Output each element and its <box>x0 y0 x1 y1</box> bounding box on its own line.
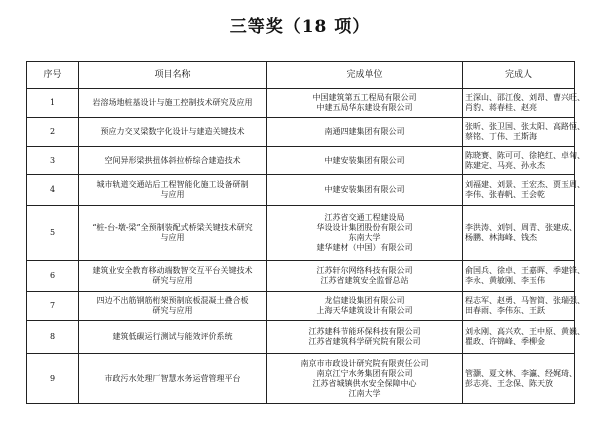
completion-people-line: 蔡铭、丁伟、王斯海 <box>465 132 537 141</box>
header-num: 序号 <box>27 62 79 89</box>
table-body <box>27 89 585 404</box>
completion-people-cell <box>463 118 585 147</box>
completion-unit-cell <box>267 175 463 206</box>
project-name-cell <box>79 89 267 118</box>
completion-people-line: 肖豹、蒋春桂、赵亮 <box>465 103 537 112</box>
row-number: 9 <box>27 354 79 404</box>
completion-people-line: 张昕、张卫国、张太阳、高路恒、 <box>465 122 585 131</box>
completion-unit-line: 南通四建集团有限公司 <box>324 127 405 136</box>
project-name-line: 空间异形梁拱扭体斜拉桥综合建造技术 <box>104 155 241 165</box>
completion-unit-line: 龙信建设集团有限公司 <box>324 296 405 305</box>
table-header-row <box>27 62 575 89</box>
completion-people-line: 李永、黄敏刚、李玉伟 <box>465 276 545 285</box>
project-name-cell <box>79 175 267 206</box>
row-number: 3 <box>27 147 79 175</box>
project-name-line: 研究与应用 <box>152 276 193 285</box>
completion-people-line: 杨鹏、林海峰、钱杰 <box>465 233 537 242</box>
completion-people-line: 李伟、张春帆、王会乾 <box>465 190 545 199</box>
completion-unit-cell <box>267 354 463 404</box>
completion-unit-cell <box>267 321 463 354</box>
project-name-line: 岩溶场地桩基设计与施工控制技术研究及应用 <box>92 98 253 107</box>
project-name-line: “桩-台-墩-梁”全预制装配式桥梁关键技术研究 <box>92 223 253 232</box>
table-row <box>27 175 575 206</box>
table-row <box>27 206 575 261</box>
table-row <box>27 118 575 147</box>
completion-unit-line: 中建安装集团有限公司 <box>324 185 405 194</box>
completion-people-line: 陈晓赛、陈可可、徐艳红、卓旬、 <box>465 150 585 160</box>
completion-people-cell <box>463 261 585 292</box>
row-number: 1 <box>27 89 79 118</box>
completion-unit-line: 建华建材（中国）有限公司 <box>316 243 413 252</box>
table-row <box>27 261 575 292</box>
awards-table <box>26 61 585 404</box>
completion-unit-line: 江苏省建筑安全监督总站 <box>320 276 409 285</box>
project-name-cell <box>79 292 267 321</box>
completion-people-line: 王深山、邵江俊、刘昂、曹兴旺、 <box>465 93 585 102</box>
completion-unit-cell <box>267 118 463 147</box>
completion-people-cell <box>463 206 575 261</box>
completion-people-line: 刘永刚、高兴欢、王中原、黄巍、 <box>465 327 585 336</box>
completion-people-cell <box>463 321 585 354</box>
page-title: 三等奖（18 项） <box>229 17 371 37</box>
table-row <box>27 354 575 404</box>
row-number: 7 <box>27 292 79 321</box>
completion-people-cell <box>463 354 575 404</box>
project-name-line: 建筑低碳运行测试与能效评价系统 <box>112 332 233 341</box>
row-number: 8 <box>27 321 79 354</box>
project-name-cell <box>79 206 267 261</box>
completion-unit-line: 中建安装集团有限公司 <box>324 155 405 165</box>
completion-unit-cell <box>267 261 463 292</box>
completion-unit-line: 中建五局华东建设有限公司 <box>316 103 413 112</box>
completion-unit-line: 江南大学 <box>348 388 381 398</box>
project-name-cell <box>79 261 267 292</box>
project-name-line: 市政污水处理厂智慧水务运营管理平台 <box>104 373 241 383</box>
project-name-line: 城市轨道交通站后工程智能化施工设备研制 <box>96 180 249 189</box>
header-people: 完成人 <box>463 62 575 89</box>
project-name-cell <box>79 147 267 175</box>
table-row <box>27 89 575 118</box>
completion-people-line: 程志军、赵勇、马智简、张瑞强、 <box>465 296 585 305</box>
completion-people-line: 刘福建、刘景、王宏杰、贾玉周、 <box>465 180 585 189</box>
completion-unit-line: 江苏省交通工程建设局 <box>324 213 405 222</box>
project-name-line: 预应力交叉梁数字化设计与建造关键技术 <box>100 127 245 136</box>
table-row <box>27 292 575 321</box>
completion-unit-cell <box>267 292 463 321</box>
project-name-line: 建筑业安全教育移动端数智交互平台关键技术 <box>92 266 253 275</box>
table-row <box>27 147 575 175</box>
row-number: 2 <box>27 118 79 147</box>
project-name-cell <box>79 354 267 404</box>
completion-unit-line: 上海天华建筑设计有限公司 <box>316 306 413 315</box>
project-name-line: 研究与应用 <box>152 306 193 315</box>
header-project-name: 项目名称 <box>79 62 267 89</box>
completion-unit-line: 东南大学 <box>348 233 381 242</box>
completion-unit-line: 中国建筑第五工程局有限公司 <box>312 93 417 102</box>
completion-unit-cell <box>267 206 463 261</box>
table-row <box>27 321 575 354</box>
completion-people-line: 瞿政、许锦峰、季柳金 <box>465 337 545 346</box>
completion-unit-line: 江苏建科节能环保科技有限公司 <box>308 327 421 336</box>
completion-unit-line: 江苏省建筑科学研究院有限公司 <box>308 337 421 346</box>
row-number: 4 <box>27 175 79 206</box>
completion-people-line: 彭志亮、王念保、陈天放 <box>465 378 553 388</box>
completion-people-cell <box>463 89 585 118</box>
completion-unit-line: 南京市市政设计研究院有限责任公司 <box>300 358 429 368</box>
completion-unit-cell <box>267 89 463 118</box>
completion-unit-line: 江苏省城镇供水安全保障中心 <box>312 378 417 388</box>
row-number: 6 <box>27 261 79 292</box>
completion-people-line: 陈建定、马亮、孙永杰 <box>465 160 545 170</box>
project-name-line: 与应用 <box>160 233 185 242</box>
project-name-cell <box>79 321 267 354</box>
completion-people-cell <box>463 292 585 321</box>
completion-people-line: 李洪涛、刘钊、周青、张建成、 <box>465 223 577 232</box>
completion-people-cell <box>463 175 585 206</box>
project-name-cell <box>79 118 267 147</box>
completion-unit-line: 华设设计集团股份有限公司 <box>316 223 413 232</box>
completion-people-line: 俞国兵、徐卓、王嘉晖、季建锋、 <box>465 266 585 275</box>
project-name-line: 与应用 <box>160 190 185 199</box>
completion-people-line: 田春雨、李伟东、王跃 <box>465 306 545 315</box>
project-name-line: 四边不出筋钢筋桁架预制底板混凝土叠合板 <box>96 296 249 305</box>
header-unit: 完成单位 <box>267 62 463 89</box>
completion-unit-cell <box>267 147 463 175</box>
completion-unit-line: 江苏轩尔网络科技有限公司 <box>316 266 413 275</box>
completion-unit-line: 南京江宁水务集团有限公司 <box>316 368 413 378</box>
completion-people-line: 管灏、夏文林、李瀛、经娓琦、 <box>465 368 577 378</box>
row-number: 5 <box>27 206 79 261</box>
completion-people-cell <box>463 147 585 175</box>
